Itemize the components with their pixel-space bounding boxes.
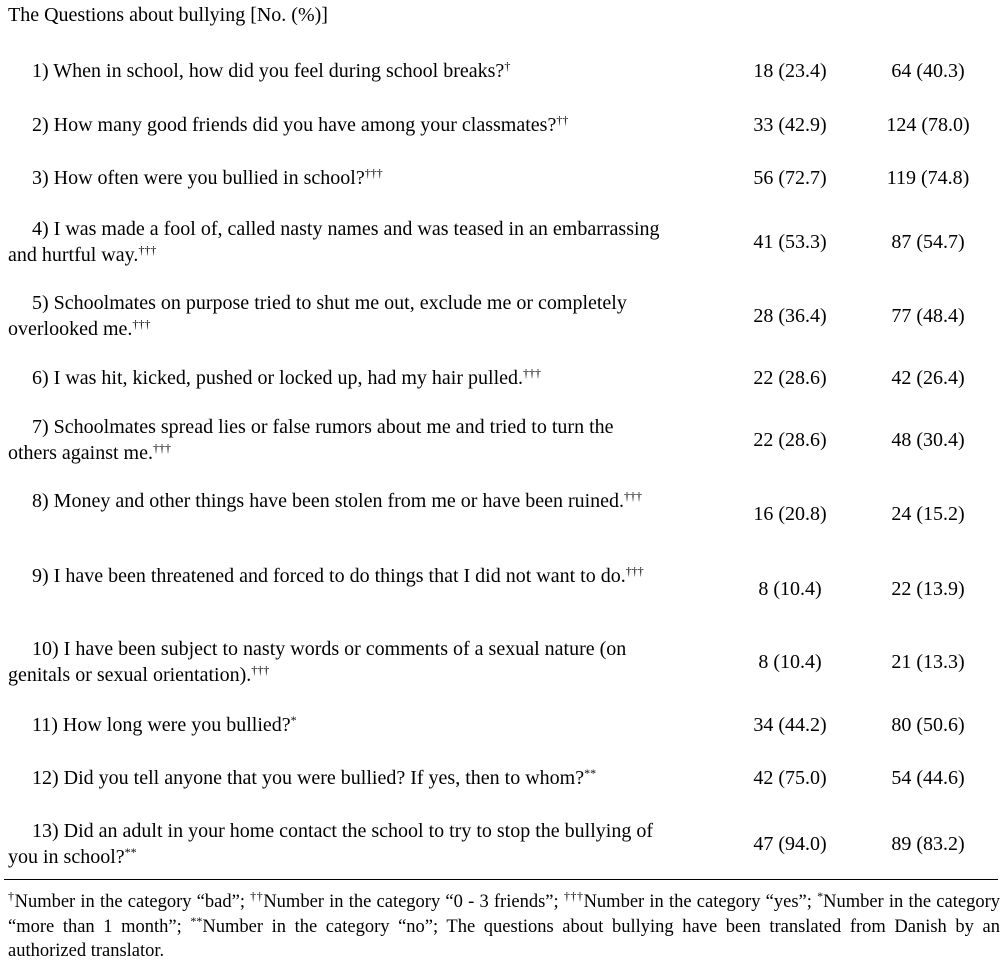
- question-text: [8, 165, 660, 191]
- footnote-marker: **: [124, 845, 137, 859]
- footnote-mark: **: [190, 913, 203, 928]
- question-label: 11) How long were you bullied?: [32, 714, 291, 736]
- question-text: [8, 365, 660, 391]
- footnote-marker: *: [290, 713, 297, 727]
- question-label: 12) Did you tell anyone that you were bullied? If yes, then to whom?: [32, 767, 585, 789]
- value-column-2: 77 (48.4): [891, 305, 965, 327]
- footnote-text: Number in the category “more than 1 month”;: [8, 892, 1000, 937]
- footnote-marker: †: [504, 59, 511, 73]
- footnote-text: Number in the category “yes”;: [583, 892, 818, 912]
- question-label: 5) Schoolmates on purpose tried to shut me out, exclude me or completely overlooked me.: [8, 292, 627, 340]
- footnote-marker: †††: [364, 166, 383, 180]
- value-column-1: 56 (72.7): [753, 167, 827, 189]
- question-label: 9) I have been threatened and forced to do things that I did not want to do.: [32, 565, 626, 587]
- value-column-1: 8 (10.4): [758, 578, 822, 600]
- value-column-1: 28 (36.4): [753, 305, 827, 327]
- footnote-text: Number in the category “no”; The questions about bullying have been translated from Danish by an authorized translator.: [8, 916, 1000, 961]
- value-column-2: 87 (54.7): [891, 231, 965, 253]
- footnote-mark: *: [817, 889, 824, 903]
- question-text: [8, 765, 660, 791]
- question-label: 4) I was made a fool of, called nasty names and was teased in an embarrassing and hurtful way.: [8, 218, 660, 266]
- value-column-2: 54 (44.6): [891, 767, 965, 789]
- question-text: [8, 563, 660, 589]
- question-text: [8, 58, 660, 84]
- value-column-2: 80 (50.6): [891, 714, 965, 736]
- value-column-1: 33 (42.9): [753, 114, 827, 136]
- value-column-1: 41 (53.3): [753, 231, 827, 253]
- footnote-mark: †††: [563, 889, 584, 903]
- question-label: 6) I was hit, kicked, pushed or locked up, had my hair pulled.: [32, 367, 523, 389]
- value-column-2: 64 (40.3): [891, 60, 965, 82]
- footnote-mark: †: [8, 889, 15, 903]
- question-label: 7) Schoolmates spread lies or false rumors about me and tried to turn the others against me.: [8, 416, 614, 464]
- footnote-marker: †††: [251, 663, 270, 677]
- value-column-1: 18 (23.4): [753, 60, 827, 82]
- footnote-marker: ††: [556, 113, 569, 127]
- footnote-text: Number in the category “0 - 3 friends”;: [263, 892, 564, 912]
- value-column-2: 24 (15.2): [891, 503, 965, 525]
- footnote-marker: †††: [138, 243, 157, 257]
- question-label: 8) Money and other things have been stolen from me or have been ruined.: [32, 490, 625, 512]
- footnote-marker: **: [584, 766, 597, 780]
- footnote-mark: ††: [250, 889, 264, 903]
- value-column-1: 34 (44.2): [753, 714, 827, 736]
- question-text: [8, 636, 660, 688]
- question-text: [8, 712, 660, 738]
- value-column-1: 8 (10.4): [758, 651, 822, 673]
- value-column-1: 42 (75.0): [753, 767, 827, 789]
- footnote-marker: †††: [523, 366, 541, 380]
- value-column-2: 48 (30.4): [891, 429, 965, 451]
- question-text: [8, 488, 660, 514]
- value-column-2: 42 (26.4): [891, 367, 965, 389]
- footnote-marker: †††: [624, 489, 643, 503]
- question-text: [8, 290, 660, 342]
- question-text: [8, 414, 660, 466]
- value-column-1: 16 (20.8): [753, 503, 827, 525]
- question-label: 3) How often were you bullied in school?: [32, 167, 365, 189]
- question-text: [8, 818, 660, 870]
- question-text: [8, 112, 660, 138]
- question-label: 2) How many good friends did you have among your classmates?: [32, 114, 557, 136]
- value-column-2: 22 (13.9): [891, 578, 965, 600]
- value-column-1: 47 (94.0): [753, 833, 827, 855]
- value-column-2: 89 (83.2): [891, 833, 965, 855]
- question-label: 10) I have been subject to nasty words or comments of a sexual nature (on genitals or sexual orientation).: [8, 638, 627, 686]
- question-label: 13) Did an adult in your home contact the school to try to stop the bullying of you in school?: [8, 820, 654, 868]
- value-column-2: 124 (78.0): [886, 114, 970, 136]
- footnote-marker: †††: [625, 564, 644, 578]
- value-column-1: 22 (28.6): [753, 367, 827, 389]
- footnote-divider: [4, 879, 998, 880]
- footnote: [8, 890, 1000, 964]
- footnote-marker: †††: [132, 317, 151, 331]
- table-title: The Questions about bullying [No. (%)]: [8, 4, 328, 26]
- footnote-text: Number in the category “bad”;: [14, 892, 251, 912]
- footnote-marker: †††: [152, 441, 171, 455]
- value-column-2: 21 (13.3): [891, 651, 965, 673]
- value-column-1: 22 (28.6): [753, 429, 827, 451]
- question-text: [8, 216, 660, 268]
- value-column-2: 119 (74.8): [886, 167, 970, 189]
- question-label: 1) When in school, how did you feel during school breaks?: [32, 60, 505, 82]
